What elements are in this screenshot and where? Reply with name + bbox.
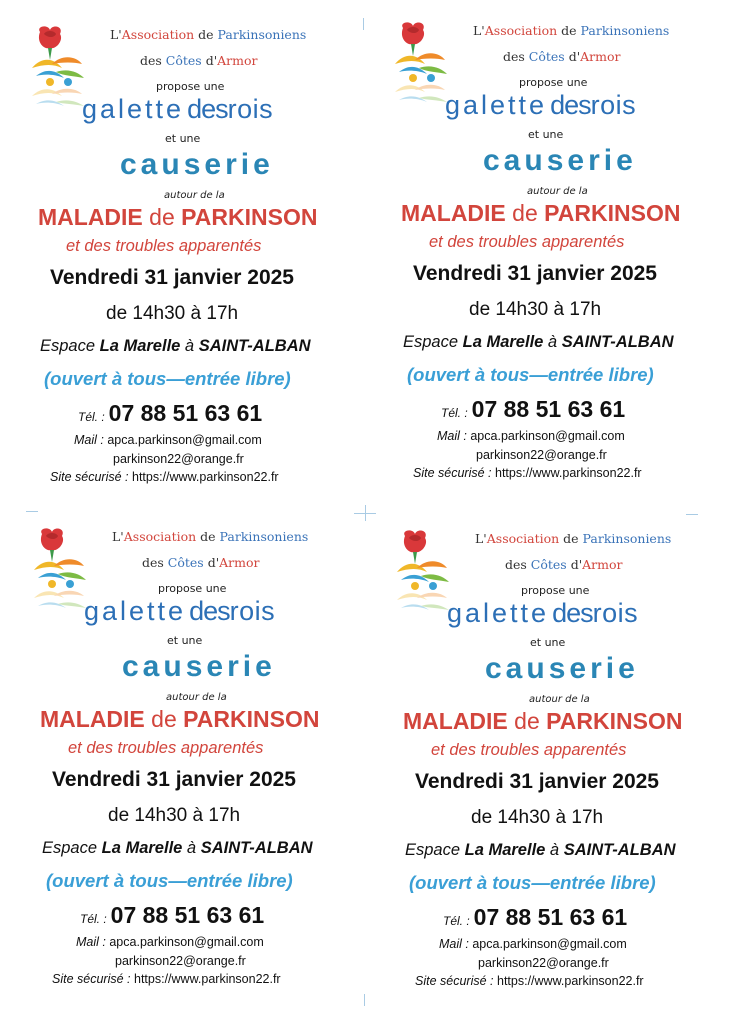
- assoc-parkinsoniens-text: Parkinsoniens: [580, 23, 670, 38]
- telephone-line: [78, 400, 262, 427]
- assoc-de-text: de: [557, 23, 581, 38]
- site-label: Site sécurisé :: [415, 974, 494, 988]
- la-marelle-word: La Marelle: [99, 337, 181, 355]
- mail-address-2: parkinson22@orange.fr: [476, 448, 607, 462]
- saint-alban-word: SAINT-ALBAN: [563, 841, 676, 859]
- site-url: https://www.parkinson22.fr: [134, 972, 281, 986]
- event-hours: de 14h30 à 17h: [108, 805, 241, 826]
- website-line: [415, 974, 644, 988]
- autour-text: autour de la: [164, 190, 225, 201]
- causerie-title: causerie: [483, 144, 637, 177]
- causerie-title: causerie: [122, 650, 276, 683]
- mail-label: Mail :: [439, 937, 469, 951]
- event-hours: de 14h30 à 17h: [469, 299, 602, 320]
- troubles-subtitle: et des troubles apparentés: [429, 233, 625, 251]
- tel-number: 07 88 51 63 61: [473, 904, 628, 930]
- flyer-top-left: [18, 10, 358, 510]
- crop-mark-right: [686, 514, 698, 515]
- event-date: Vendredi 31 janvier 2025: [50, 266, 294, 289]
- association-name-line1: [110, 27, 306, 42]
- event-date: Vendredi 31 janvier 2025: [415, 770, 659, 793]
- flyer-bottom-left: [20, 512, 360, 1012]
- assoc-association-text: Association: [121, 27, 195, 42]
- assoc-association-text: Association: [484, 23, 558, 38]
- open-to-all-text: (ouvert à tous—entrée libre): [46, 870, 293, 891]
- autour-text: autour de la: [527, 186, 588, 197]
- galette-word: galette: [82, 94, 185, 124]
- assoc-de-text: de: [194, 27, 218, 42]
- et-une-text: et une: [167, 634, 203, 647]
- assoc-association-text: Association: [486, 531, 560, 546]
- assoc-parkinsoniens-text: Parkinsoniens: [219, 529, 309, 544]
- site-url: https://www.parkinson22.fr: [497, 974, 644, 988]
- a-word: à: [180, 337, 199, 355]
- parkinson-word: PARKINSON: [546, 708, 683, 734]
- assoc-de-text: de: [196, 529, 220, 544]
- mail-line1: [76, 935, 264, 949]
- maladie-de-word: de: [505, 200, 545, 226]
- crop-mark-left: [26, 511, 38, 512]
- assoc-d-text: d': [566, 557, 583, 572]
- assoc-des-text: des: [503, 49, 529, 64]
- event-hours: de 14h30 à 17h: [471, 807, 604, 828]
- assoc-d-text: d': [564, 49, 581, 64]
- troubles-subtitle: et des troubles apparentés: [431, 741, 627, 759]
- maladie-heading: [38, 204, 317, 231]
- et-une-text: et une: [530, 636, 566, 649]
- saint-alban-word: SAINT-ALBAN: [200, 839, 313, 857]
- maladie-word: MALADIE: [401, 200, 506, 226]
- mail-address-2: parkinson22@orange.fr: [113, 452, 244, 466]
- mail-address-1: apca.parkinson@gmail.com: [107, 433, 262, 447]
- association-name-line1: [475, 531, 671, 546]
- des-word: des: [550, 90, 591, 120]
- maladie-word: MALADIE: [38, 204, 143, 230]
- rois-word: rois: [590, 90, 637, 120]
- saint-alban-word: SAINT-ALBAN: [561, 333, 674, 351]
- event-hours: de 14h30 à 17h: [106, 303, 239, 324]
- site-url: https://www.parkinson22.fr: [132, 470, 279, 484]
- assoc-parkinsoniens-text: Parkinsoniens: [582, 531, 672, 546]
- assoc-cotes-text: Côtes: [165, 53, 202, 68]
- proposes-text: propose une: [519, 76, 588, 89]
- causerie-title: causerie: [120, 148, 274, 181]
- galette-word: galette: [445, 90, 548, 120]
- assoc-des-text: des: [142, 555, 168, 570]
- proposes-text: propose une: [158, 582, 227, 595]
- association-name-line1: [473, 23, 669, 38]
- assoc-association-text: Association: [123, 529, 197, 544]
- rois-word: rois: [227, 94, 274, 124]
- assoc-cotes-text: Côtes: [530, 557, 567, 572]
- website-line: [413, 466, 642, 480]
- mail-label: Mail :: [74, 433, 104, 447]
- galette-title: [447, 598, 638, 629]
- parkinson-word: PARKINSON: [181, 204, 318, 230]
- tel-number: 07 88 51 63 61: [108, 400, 263, 426]
- maladie-word: MALADIE: [403, 708, 508, 734]
- assoc-armor-text: Armor: [582, 557, 623, 572]
- assoc-l-text: L': [475, 531, 487, 546]
- mail-label: Mail :: [76, 935, 106, 949]
- rois-word: rois: [229, 596, 276, 626]
- association-name-line2: [503, 49, 621, 64]
- tel-label: Tél. :: [441, 406, 468, 420]
- proposes-text: propose une: [156, 80, 225, 93]
- mail-line1: [437, 429, 625, 443]
- open-to-all-text: (ouvert à tous—entrée libre): [409, 872, 656, 893]
- maladie-de-word: de: [144, 706, 184, 732]
- des-word: des: [187, 94, 228, 124]
- la-marelle-word: La Marelle: [462, 333, 544, 351]
- site-label: Site sécurisé :: [50, 470, 129, 484]
- mail-line1: [74, 433, 262, 447]
- assoc-l-text: L': [473, 23, 485, 38]
- proposes-text: propose une: [521, 584, 590, 597]
- assoc-armor-text: Armor: [219, 555, 260, 570]
- event-location: [42, 839, 313, 858]
- assoc-l-text: L': [110, 27, 122, 42]
- maladie-heading: [403, 708, 682, 735]
- assoc-d-text: d': [203, 555, 220, 570]
- flyer-top-right: [381, 6, 721, 506]
- mail-address-2: parkinson22@orange.fr: [478, 956, 609, 970]
- maladie-heading: [401, 200, 680, 227]
- telephone-line: [443, 904, 627, 931]
- a-word: à: [182, 839, 201, 857]
- troubles-subtitle: et des troubles apparentés: [68, 739, 264, 757]
- galette-title: [84, 596, 275, 627]
- association-name-line1: [112, 529, 308, 544]
- tel-number: 07 88 51 63 61: [110, 902, 265, 928]
- event-location: [405, 841, 676, 860]
- open-to-all-text: (ouvert à tous—entrée libre): [407, 364, 654, 385]
- assoc-des-text: des: [140, 53, 166, 68]
- event-date: Vendredi 31 janvier 2025: [52, 768, 296, 791]
- espace-word: Espace: [403, 333, 463, 351]
- site-label: Site sécurisé :: [52, 972, 131, 986]
- association-name-line2: [142, 555, 260, 570]
- maladie-de-word: de: [507, 708, 547, 734]
- parkinson-word: PARKINSON: [183, 706, 320, 732]
- parkinson-word: PARKINSON: [544, 200, 681, 226]
- la-marelle-word: La Marelle: [464, 841, 546, 859]
- tel-number: 07 88 51 63 61: [471, 396, 626, 422]
- crop-mark-bottom: [364, 994, 365, 1006]
- assoc-d-text: d': [201, 53, 218, 68]
- assoc-parkinsoniens-text: Parkinsoniens: [217, 27, 307, 42]
- des-word: des: [189, 596, 230, 626]
- site-label: Site sécurisé :: [413, 466, 492, 480]
- des-word: des: [552, 598, 593, 628]
- event-location: [403, 333, 674, 352]
- maladie-word: MALADIE: [40, 706, 145, 732]
- espace-word: Espace: [40, 337, 100, 355]
- saint-alban-word: SAINT-ALBAN: [198, 337, 311, 355]
- event-location: [40, 337, 311, 356]
- assoc-cotes-text: Côtes: [167, 555, 204, 570]
- mail-address-1: apca.parkinson@gmail.com: [472, 937, 627, 951]
- tel-label: Tél. :: [78, 410, 105, 424]
- tel-label: Tél. :: [443, 914, 470, 928]
- telephone-line: [441, 396, 625, 423]
- crop-mark-top: [363, 18, 364, 30]
- association-name-line2: [505, 557, 623, 572]
- mail-line1: [439, 937, 627, 951]
- causerie-title: causerie: [485, 652, 639, 685]
- maladie-de-word: de: [142, 204, 182, 230]
- tel-label: Tél. :: [80, 912, 107, 926]
- autour-text: autour de la: [166, 692, 227, 703]
- website-line: [52, 972, 281, 986]
- la-marelle-word: La Marelle: [101, 839, 183, 857]
- espace-word: Espace: [405, 841, 465, 859]
- maladie-heading: [40, 706, 319, 733]
- et-une-text: et une: [165, 132, 201, 145]
- a-word: à: [545, 841, 564, 859]
- mail-address-2: parkinson22@orange.fr: [115, 954, 246, 968]
- flyer-bottom-right: [383, 514, 723, 1014]
- assoc-armor-text: Armor: [217, 53, 258, 68]
- troubles-subtitle: et des troubles apparentés: [66, 237, 262, 255]
- open-to-all-text: (ouvert à tous—entrée libre): [44, 368, 291, 389]
- autour-text: autour de la: [529, 694, 590, 705]
- et-une-text: et une: [528, 128, 564, 141]
- galette-title: [445, 90, 636, 121]
- crop-mark-center-v: [365, 505, 366, 521]
- site-url: https://www.parkinson22.fr: [495, 466, 642, 480]
- event-date: Vendredi 31 janvier 2025: [413, 262, 657, 285]
- a-word: à: [543, 333, 562, 351]
- mail-address-1: apca.parkinson@gmail.com: [109, 935, 264, 949]
- mail-address-1: apca.parkinson@gmail.com: [470, 429, 625, 443]
- assoc-l-text: L': [112, 529, 124, 544]
- galette-word: galette: [84, 596, 187, 626]
- galette-word: galette: [447, 598, 550, 628]
- assoc-cotes-text: Côtes: [528, 49, 565, 64]
- telephone-line: [80, 902, 264, 929]
- mail-label: Mail :: [437, 429, 467, 443]
- assoc-de-text: de: [559, 531, 583, 546]
- assoc-armor-text: Armor: [580, 49, 621, 64]
- espace-word: Espace: [42, 839, 102, 857]
- assoc-des-text: des: [505, 557, 531, 572]
- association-name-line2: [140, 53, 258, 68]
- website-line: [50, 470, 279, 484]
- galette-title: [82, 94, 273, 125]
- rois-word: rois: [592, 598, 639, 628]
